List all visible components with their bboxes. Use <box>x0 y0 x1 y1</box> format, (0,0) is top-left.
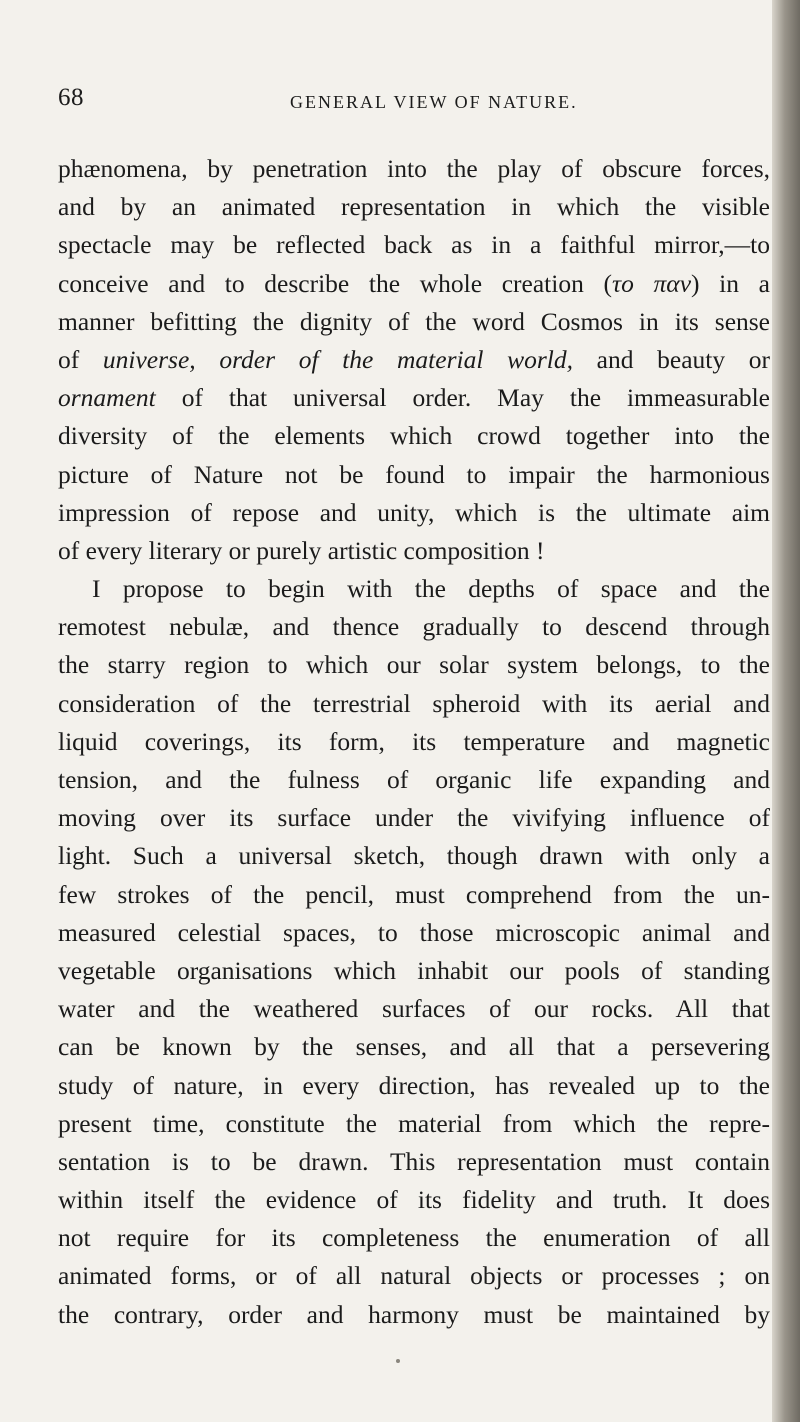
text-segment: liquid coverings, its form, its temperature and magnetic <box>58 726 770 756</box>
text-segment: of <box>58 344 103 374</box>
text-segment: conceive and to describe the whole creation ( <box>58 268 612 298</box>
text-segment: not require for its completeness the enumeration of all <box>58 1223 770 1253</box>
text-line <box>58 723 770 761</box>
italic-text: ornament <box>58 383 156 413</box>
text-segment: diversity of the elements which crowd together into the <box>58 421 770 451</box>
italic-text: universe, order of the material world, <box>102 344 573 374</box>
text-segment: light. Such a universal sketch, though drawn with only a <box>58 841 770 871</box>
text-line <box>58 188 770 226</box>
text-segment: measured celestial spaces, to those microscopic animal and <box>58 917 770 947</box>
text-segment: picture of Nature not be found to impair the harmonious <box>58 459 770 489</box>
text-segment: the starry region to which our solar system belongs, to the <box>58 650 770 680</box>
text-segment: vegetable organisations which inhabit our pools of standing <box>58 955 770 985</box>
text-segment: phænomena, by penetration into the play of obscure forces, <box>58 154 770 183</box>
text-line <box>58 570 770 608</box>
text-line <box>58 799 770 837</box>
text-line <box>58 379 770 417</box>
text-segment: manner befitting the dignity of the word Cosmos in its sense <box>58 306 770 336</box>
text-line <box>58 303 770 341</box>
text-line <box>58 608 770 646</box>
text-line <box>58 761 770 799</box>
running-head <box>58 84 738 118</box>
text-line <box>58 685 770 723</box>
page-edge-shadow <box>772 0 800 1422</box>
text-segment: few strokes of the pencil, must comprehend from the un- <box>58 879 770 909</box>
text-line <box>58 1028 770 1066</box>
text-line <box>58 494 770 532</box>
text-line <box>58 837 770 875</box>
text-line <box>58 226 770 264</box>
text-segment: within itself the evidence of its fidelity and truth. It does <box>58 1185 770 1215</box>
text-segment: ) in a <box>691 268 770 298</box>
text-line <box>58 1296 770 1334</box>
text-segment: study of nature, in every direction, has revealed up to the <box>58 1070 770 1100</box>
text-segment: remotest nebulæ, and thence gradually to descend through <box>58 612 770 642</box>
text-segment: impression of repose and unity, which is the ultimate aim <box>58 497 770 527</box>
text-segment: of that universal order. May the immeasurable <box>155 383 770 413</box>
text-line <box>58 952 770 990</box>
text-segment: present time, constitute the material from which the repre- <box>58 1108 770 1138</box>
text-line <box>58 646 770 684</box>
text-line <box>58 532 770 570</box>
text-line <box>58 1067 770 1105</box>
text-line <box>58 265 770 303</box>
text-line <box>58 417 770 455</box>
text-line <box>58 341 770 379</box>
text-line <box>58 456 770 494</box>
text-segment: of every literary or purely artistic composition ! <box>58 535 545 565</box>
text-segment: spectacle may be reflected back as in a faithful mirror,—to <box>58 230 770 260</box>
page-number: 68 <box>58 84 84 111</box>
text-segment: and beauty or <box>572 344 770 374</box>
text-segment: animated forms, or of all natural objects or processes ; on <box>58 1261 770 1291</box>
text-segment: consideration of the terrestrial spheroid with its aerial and <box>58 688 770 718</box>
text-line <box>58 150 770 188</box>
text-line <box>58 876 770 914</box>
paper-speck <box>396 1359 400 1363</box>
text-line <box>58 1143 770 1181</box>
text-segment: and by an animated representation in which the visible <box>58 192 770 222</box>
text-segment: moving over its surface under the vivifying influence of <box>58 803 770 833</box>
text-line <box>58 1181 770 1219</box>
text-line <box>58 1257 770 1295</box>
running-title: GENERAL VIEW OF NATURE. <box>290 92 578 112</box>
text-segment: water and the weathered surfaces of our rocks. All that <box>58 994 770 1024</box>
text-segment: can be known by the senses, and all that a persevering <box>58 1032 770 1062</box>
text-segment: sentation is to be drawn. This representation must contain <box>58 1146 770 1176</box>
text-line <box>58 990 770 1028</box>
text-line <box>58 1105 770 1143</box>
italic-text: το παν <box>611 268 692 298</box>
text-segment: tension, and the fulness of organic life expanding and <box>58 765 770 794</box>
text-line <box>58 1219 770 1257</box>
text-segment: the contrary, order and harmony must be maintained by <box>58 1299 770 1329</box>
text-segment: I propose to begin with the depths of space and the <box>92 574 770 604</box>
text-line <box>58 914 770 952</box>
body-text <box>58 150 770 1334</box>
